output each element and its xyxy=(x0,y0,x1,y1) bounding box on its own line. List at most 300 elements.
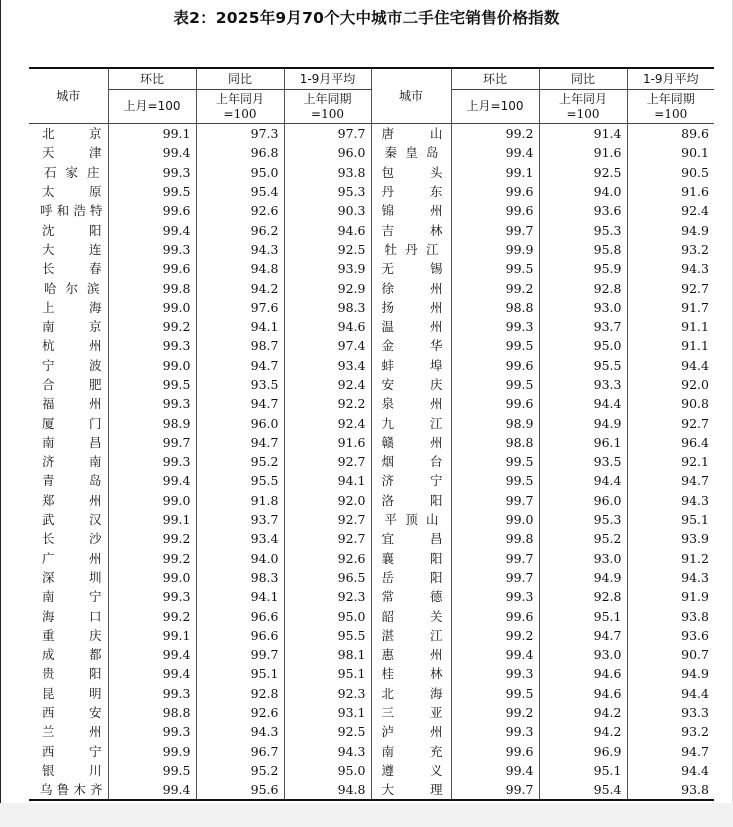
mom-index-value: 99.0 xyxy=(108,298,196,317)
avg-index-value: 95.1 xyxy=(284,664,371,683)
mom-index-value: 99.3 xyxy=(451,722,539,741)
city-name: 长沙 xyxy=(29,529,108,548)
avg-index-value: 92.5 xyxy=(284,240,371,259)
avg-index-value: 98.1 xyxy=(284,645,371,664)
city-name: 福州 xyxy=(29,394,108,413)
yoy-index-value: 93.3 xyxy=(539,375,627,394)
header-avg-base-right xyxy=(627,90,714,124)
city-name: 包头 xyxy=(371,163,451,182)
yoy-index-value: 95.0 xyxy=(196,163,284,182)
mom-index-value: 99.4 xyxy=(108,645,196,664)
city-name: 郑州 xyxy=(29,491,108,510)
avg-index-value: 93.6 xyxy=(681,627,709,643)
header-avg-left: 1-9月平均 xyxy=(284,68,371,90)
city-name: 西安 xyxy=(29,703,108,722)
city-name: 无锡 xyxy=(371,259,451,278)
mom-index-value: 99.6 xyxy=(451,606,539,625)
avg-index-value: 92.4 xyxy=(284,413,371,432)
table-row xyxy=(29,510,714,529)
city-name: 厦门 xyxy=(29,413,108,432)
city-name: 哈尔滨 xyxy=(29,278,108,297)
table-row xyxy=(29,317,714,336)
table-row xyxy=(29,742,714,761)
city-name: 牡丹江 xyxy=(371,240,451,259)
base-line2: =100 xyxy=(654,106,688,121)
mom-index-value: 98.8 xyxy=(108,703,196,722)
avg-index-value: 94.9 xyxy=(681,222,709,238)
city-name: 赣州 xyxy=(371,433,451,452)
yoy-index-value: 94.3 xyxy=(196,722,284,741)
yoy-index-value: 98.3 xyxy=(196,568,284,587)
table-row xyxy=(29,375,714,394)
yoy-index-value: 94.1 xyxy=(196,317,284,336)
header-mom-base-left: 上月=100 xyxy=(108,90,196,124)
yoy-index-value: 95.9 xyxy=(539,259,627,278)
mom-index-value: 99.6 xyxy=(451,356,539,375)
table-row xyxy=(29,491,714,510)
city-name: 泸州 xyxy=(371,722,451,741)
yoy-index-value: 99.7 xyxy=(196,645,284,664)
avg-index-value: 94.1 xyxy=(284,471,371,490)
mom-index-value: 99.7 xyxy=(451,220,539,239)
table-row xyxy=(29,761,714,780)
avg-index-value: 93.8 xyxy=(284,163,371,182)
city-name: 遵义 xyxy=(371,761,451,780)
yoy-index-value: 95.1 xyxy=(196,664,284,683)
table-title: 表2：2025年9月70个大中城市二手住宅销售价格指数 xyxy=(173,9,560,27)
avg-index-value: 91.2 xyxy=(681,550,709,566)
mom-index-value: 99.7 xyxy=(451,549,539,568)
avg-index-value: 92.3 xyxy=(284,684,371,703)
city-name: 南京 xyxy=(29,317,108,336)
mom-index-value: 99.3 xyxy=(108,336,196,355)
yoy-index-value: 95.2 xyxy=(196,452,284,471)
mom-index-value: 99.9 xyxy=(108,742,196,761)
table-row xyxy=(29,780,714,800)
yoy-index-value: 93.0 xyxy=(539,645,627,664)
mom-index-value: 99.2 xyxy=(451,278,539,297)
mom-index-value: 99.8 xyxy=(108,278,196,297)
avg-index-value: 94.4 xyxy=(681,357,709,373)
yoy-index-value: 92.8 xyxy=(196,684,284,703)
yoy-index-value: 93.0 xyxy=(539,549,627,568)
avg-index-value: 90.5 xyxy=(681,164,709,180)
avg-index-value: 94.3 xyxy=(681,492,709,508)
table-row xyxy=(29,452,714,471)
avg-index-value: 93.1 xyxy=(284,703,371,722)
city-name: 青岛 xyxy=(29,471,108,490)
mom-index-value: 99.5 xyxy=(451,452,539,471)
avg-index-value: 92.7 xyxy=(681,280,709,296)
mom-index-value: 99.3 xyxy=(108,240,196,259)
base-line2: =100 xyxy=(566,106,600,121)
mom-index-value: 99.2 xyxy=(451,626,539,645)
avg-index-value: 90.8 xyxy=(681,396,709,412)
mom-index-value: 99.4 xyxy=(108,471,196,490)
yoy-index-value: 94.2 xyxy=(539,722,627,741)
yoy-index-value: 92.8 xyxy=(539,587,627,606)
avg-index-value: 92.2 xyxy=(284,394,371,413)
city-name: 扬州 xyxy=(371,298,451,317)
city-name: 重庆 xyxy=(29,626,108,645)
yoy-index-value: 95.4 xyxy=(196,182,284,201)
mom-index-value: 99.3 xyxy=(451,317,539,336)
city-name: 贵阳 xyxy=(29,664,108,683)
city-name: 南昌 xyxy=(29,433,108,452)
table-row xyxy=(29,549,714,568)
city-name: 上海 xyxy=(29,298,108,317)
yoy-index-value: 94.7 xyxy=(196,433,284,452)
avg-index-value: 93.8 xyxy=(681,608,709,624)
mom-index-value: 99.1 xyxy=(451,163,539,182)
yoy-index-value: 95.5 xyxy=(539,356,627,375)
city-name: 蚌埠 xyxy=(371,356,451,375)
city-name: 昆明 xyxy=(29,684,108,703)
mom-index-value: 98.8 xyxy=(451,433,539,452)
city-name: 成都 xyxy=(29,645,108,664)
yoy-index-value: 96.0 xyxy=(539,491,627,510)
table-row xyxy=(29,684,714,703)
header-avg-right: 1-9月平均 xyxy=(627,68,714,90)
yoy-index-value: 95.2 xyxy=(196,761,284,780)
avg-index-value: 92.7 xyxy=(284,452,371,471)
city-name: 宁波 xyxy=(29,356,108,375)
mom-index-value: 99.3 xyxy=(108,587,196,606)
avg-index-value: 90.7 xyxy=(681,647,709,663)
mom-index-value: 99.0 xyxy=(108,568,196,587)
mom-index-value: 99.7 xyxy=(451,780,539,800)
city-name: 海口 xyxy=(29,606,108,625)
mom-index-value: 99.4 xyxy=(451,143,539,162)
yoy-index-value: 94.3 xyxy=(196,240,284,259)
mom-index-value: 99.4 xyxy=(108,780,196,800)
table-row xyxy=(29,298,714,317)
table-row xyxy=(29,606,714,625)
mom-index-value: 98.9 xyxy=(451,413,539,432)
city-name: 锦州 xyxy=(371,201,451,220)
yoy-index-value: 95.6 xyxy=(196,780,284,800)
avg-index-value: 91.9 xyxy=(681,589,709,605)
yoy-index-value: 94.2 xyxy=(196,278,284,297)
avg-index-value: 95.3 xyxy=(284,182,371,201)
avg-index-value: 95.5 xyxy=(284,626,371,645)
city-name: 北海 xyxy=(371,684,451,703)
table-row xyxy=(29,143,714,162)
table-header xyxy=(29,68,714,124)
city-name: 平顶山 xyxy=(371,510,451,529)
table-row xyxy=(29,336,714,355)
avg-index-value: 91.7 xyxy=(681,299,709,315)
yoy-index-value: 96.6 xyxy=(196,626,284,645)
mom-index-value: 99.4 xyxy=(108,143,196,162)
mom-index-value: 99.4 xyxy=(451,645,539,664)
avg-index-value: 90.3 xyxy=(284,201,371,220)
city-name: 九江 xyxy=(371,413,451,432)
yoy-index-value: 94.7 xyxy=(196,394,284,413)
avg-index-value: 97.7 xyxy=(284,124,371,144)
avg-index-value: 93.9 xyxy=(681,531,709,547)
city-name: 岳阳 xyxy=(371,568,451,587)
mom-index-value: 99.6 xyxy=(108,259,196,278)
city-name: 武汉 xyxy=(29,510,108,529)
city-name: 南充 xyxy=(371,742,451,761)
yoy-index-value: 92.5 xyxy=(539,163,627,182)
table-row xyxy=(29,568,714,587)
page-bottom-margin xyxy=(0,803,733,827)
avg-index-value: 93.2 xyxy=(681,241,709,257)
mom-index-value: 99.3 xyxy=(108,163,196,182)
mom-index-value: 99.0 xyxy=(451,510,539,529)
yoy-index-value: 95.8 xyxy=(539,240,627,259)
city-name: 大连 xyxy=(29,240,108,259)
city-name: 沈阳 xyxy=(29,220,108,239)
mom-index-value: 99.9 xyxy=(451,240,539,259)
city-name: 徐州 xyxy=(371,278,451,297)
city-name: 兰州 xyxy=(29,722,108,741)
yoy-index-value: 96.9 xyxy=(539,742,627,761)
header-avg-base-left xyxy=(284,90,371,124)
table-row xyxy=(29,703,714,722)
mom-index-value: 99.2 xyxy=(108,529,196,548)
yoy-index-value: 94.4 xyxy=(539,471,627,490)
mom-index-value: 99.5 xyxy=(451,375,539,394)
city-name: 湛江 xyxy=(371,626,451,645)
yoy-index-value: 93.0 xyxy=(539,298,627,317)
yoy-index-value: 94.0 xyxy=(196,549,284,568)
avg-index-value: 91.1 xyxy=(681,338,709,354)
yoy-index-value: 95.2 xyxy=(539,529,627,548)
avg-index-value: 93.3 xyxy=(681,705,709,721)
yoy-index-value: 96.8 xyxy=(196,143,284,162)
table-row xyxy=(29,163,714,182)
yoy-index-value: 94.4 xyxy=(539,394,627,413)
mom-index-value: 99.0 xyxy=(108,491,196,510)
yoy-index-value: 94.2 xyxy=(539,703,627,722)
table-row xyxy=(29,433,714,452)
avg-index-value: 92.4 xyxy=(681,203,709,219)
table-row xyxy=(29,259,714,278)
mom-index-value: 99.5 xyxy=(108,761,196,780)
yoy-index-value: 94.7 xyxy=(539,626,627,645)
table-body xyxy=(29,124,714,801)
avg-index-value: 92.7 xyxy=(284,529,371,548)
avg-index-value: 97.4 xyxy=(284,336,371,355)
avg-index-value: 94.4 xyxy=(681,685,709,701)
yoy-index-value: 95.5 xyxy=(196,471,284,490)
mom-index-value: 99.6 xyxy=(451,182,539,201)
yoy-index-value: 98.7 xyxy=(196,336,284,355)
mom-index-value: 99.5 xyxy=(451,259,539,278)
base-line2: =100 xyxy=(223,106,257,121)
avg-index-value: 96.0 xyxy=(284,143,371,162)
yoy-index-value: 95.1 xyxy=(539,761,627,780)
city-name: 乌鲁木齐 xyxy=(29,780,108,800)
table-row xyxy=(29,626,714,645)
avg-index-value: 94.9 xyxy=(681,666,709,682)
avg-index-value: 93.4 xyxy=(284,356,371,375)
mom-index-value: 99.6 xyxy=(451,394,539,413)
avg-index-value: 91.6 xyxy=(284,433,371,452)
mom-index-value: 99.4 xyxy=(108,220,196,239)
avg-index-value: 96.5 xyxy=(284,568,371,587)
mom-index-value: 99.3 xyxy=(451,664,539,683)
city-name: 丹东 xyxy=(371,182,451,201)
mom-index-value: 99.7 xyxy=(108,433,196,452)
avg-index-value: 89.6 xyxy=(681,126,709,142)
header-yoy-base-right xyxy=(539,90,627,124)
city-name: 银川 xyxy=(29,761,108,780)
city-name: 吉林 xyxy=(371,220,451,239)
avg-index-value: 94.7 xyxy=(681,473,709,489)
city-name: 北京 xyxy=(29,124,108,144)
city-name: 合肥 xyxy=(29,375,108,394)
table-row xyxy=(29,413,714,432)
table-row xyxy=(29,201,714,220)
yoy-index-value: 96.2 xyxy=(196,220,284,239)
mom-index-value: 98.8 xyxy=(451,298,539,317)
city-name: 洛阳 xyxy=(371,491,451,510)
yoy-index-value: 92.8 xyxy=(539,278,627,297)
mom-index-value: 99.5 xyxy=(451,336,539,355)
city-name: 秦皇岛 xyxy=(371,143,451,162)
header-yoy-base-left xyxy=(196,90,284,124)
yoy-index-value: 94.0 xyxy=(539,182,627,201)
avg-index-value: 98.3 xyxy=(284,298,371,317)
mom-index-value: 99.7 xyxy=(451,491,539,510)
yoy-index-value: 95.0 xyxy=(539,336,627,355)
avg-index-value: 94.3 xyxy=(284,742,371,761)
city-name: 天津 xyxy=(29,143,108,162)
city-name: 杭州 xyxy=(29,336,108,355)
city-name: 安庆 xyxy=(371,375,451,394)
table-row xyxy=(29,124,714,144)
mom-index-value: 99.1 xyxy=(108,510,196,529)
base-line1: 上年同月 xyxy=(558,91,607,106)
yoy-index-value: 91.4 xyxy=(539,124,627,144)
yoy-index-value: 92.6 xyxy=(196,201,284,220)
header-mom-left: 环比 xyxy=(108,68,196,90)
mom-index-value: 99.3 xyxy=(108,684,196,703)
mom-index-value: 99.1 xyxy=(108,124,196,144)
avg-index-value: 91.6 xyxy=(681,184,709,200)
mom-index-value: 99.4 xyxy=(451,761,539,780)
avg-index-value: 95.1 xyxy=(681,512,709,528)
avg-index-value: 91.1 xyxy=(681,319,709,335)
avg-index-value: 93.9 xyxy=(284,259,371,278)
yoy-index-value: 93.7 xyxy=(196,510,284,529)
avg-index-value: 95.0 xyxy=(284,761,371,780)
city-name: 泉州 xyxy=(371,394,451,413)
header-yoy-left: 同比 xyxy=(196,68,284,90)
city-name: 烟台 xyxy=(371,452,451,471)
avg-index-value: 93.8 xyxy=(627,780,714,800)
table-row xyxy=(29,722,714,741)
yoy-index-value: 94.6 xyxy=(539,664,627,683)
header-yoy-right: 同比 xyxy=(539,68,627,90)
city-name: 济宁 xyxy=(371,471,451,490)
mom-index-value: 99.1 xyxy=(108,626,196,645)
yoy-index-value: 95.4 xyxy=(539,780,627,800)
avg-index-value: 92.1 xyxy=(681,454,709,470)
mom-index-value: 99.5 xyxy=(108,375,196,394)
table-row xyxy=(29,529,714,548)
yoy-index-value: 94.9 xyxy=(539,413,627,432)
city-name: 唐山 xyxy=(371,124,451,144)
city-name: 广州 xyxy=(29,549,108,568)
table-row xyxy=(29,240,714,259)
city-name: 襄阳 xyxy=(371,549,451,568)
mom-index-value: 99.2 xyxy=(108,549,196,568)
city-name: 韶关 xyxy=(371,606,451,625)
city-name: 深圳 xyxy=(29,568,108,587)
city-name: 宜昌 xyxy=(371,529,451,548)
mom-index-value: 99.5 xyxy=(451,471,539,490)
base-line1: 上年同期 xyxy=(646,91,695,106)
mom-index-value: 99.2 xyxy=(108,317,196,336)
header-mom-right: 环比 xyxy=(451,68,539,90)
yoy-index-value: 94.7 xyxy=(196,356,284,375)
city-name: 温州 xyxy=(371,317,451,336)
mom-index-value: 99.7 xyxy=(451,568,539,587)
avg-index-value: 92.3 xyxy=(284,587,371,606)
yoy-index-value: 91.8 xyxy=(196,491,284,510)
avg-index-value: 93.2 xyxy=(681,724,709,740)
base-line2: =100 xyxy=(311,106,344,121)
table-row xyxy=(29,471,714,490)
mom-index-value: 99.6 xyxy=(451,201,539,220)
mom-index-value: 99.6 xyxy=(108,201,196,220)
mom-index-value: 99.5 xyxy=(108,182,196,201)
city-name: 桂林 xyxy=(371,664,451,683)
mom-index-value: 99.2 xyxy=(108,606,196,625)
avg-index-value: 94.3 xyxy=(681,569,709,585)
table-row xyxy=(29,220,714,239)
avg-index-value: 94.6 xyxy=(284,220,371,239)
mom-index-value: 99.3 xyxy=(108,452,196,471)
avg-index-value: 92.7 xyxy=(681,415,709,431)
table-row xyxy=(29,278,714,297)
avg-index-value: 95.0 xyxy=(284,606,371,625)
table-row xyxy=(29,645,714,664)
avg-index-value: 92.5 xyxy=(284,722,371,741)
yoy-index-value: 95.1 xyxy=(539,606,627,625)
mom-index-value: 98.9 xyxy=(108,413,196,432)
yoy-index-value: 96.7 xyxy=(196,742,284,761)
table-row xyxy=(29,664,714,683)
avg-index-value: 92.0 xyxy=(681,377,709,392)
base-line1: 上年同月 xyxy=(215,91,264,106)
yoy-index-value: 97.6 xyxy=(196,298,284,317)
header-city-left: 城市 xyxy=(29,68,108,124)
city-name: 金华 xyxy=(371,336,451,355)
yoy-index-value: 91.6 xyxy=(539,143,627,162)
table-row xyxy=(29,394,714,413)
city-name: 三亚 xyxy=(371,703,451,722)
mom-index-value: 99.6 xyxy=(451,742,539,761)
yoy-index-value: 93.5 xyxy=(539,452,627,471)
price-index-table xyxy=(29,67,714,801)
yoy-index-value: 94.1 xyxy=(196,587,284,606)
avg-index-value: 94.7 xyxy=(681,743,709,759)
avg-index-value: 94.8 xyxy=(284,780,371,800)
mom-index-value: 99.2 xyxy=(451,703,539,722)
avg-index-value: 92.9 xyxy=(284,278,371,297)
avg-index-value: 96.4 xyxy=(681,434,709,450)
mom-index-value: 99.3 xyxy=(108,722,196,741)
header-mom-base-right: 上月=100 xyxy=(451,90,539,124)
header-city-right: 城市 xyxy=(371,68,451,124)
base-line1: 上年同期 xyxy=(303,91,352,106)
